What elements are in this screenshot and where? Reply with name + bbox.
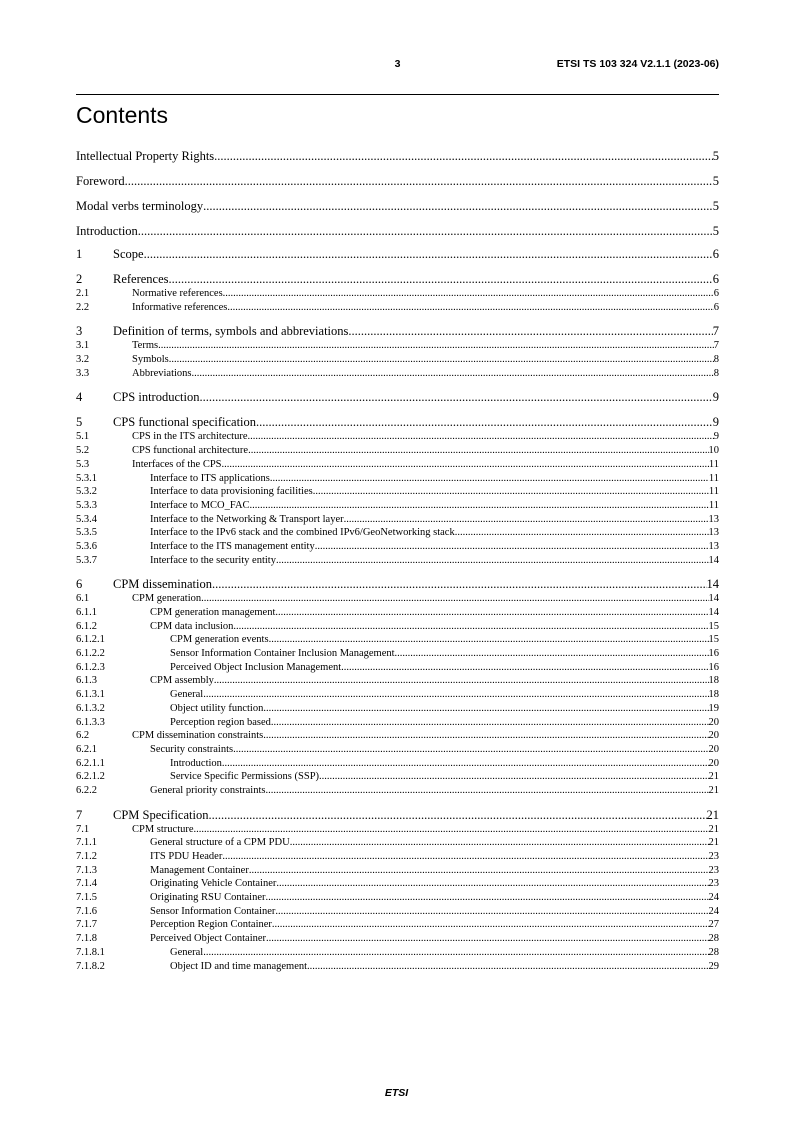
toc-entry-page: 27 xyxy=(708,919,719,931)
toc-entry-page: 16 xyxy=(708,661,719,673)
toc-entry[interactable] xyxy=(76,716,719,730)
toc-entry-number: 5.3.5 xyxy=(76,527,97,539)
toc-entry[interactable] xyxy=(76,458,719,472)
toc-entry[interactable] xyxy=(76,946,719,960)
toc-entry-page: 11 xyxy=(708,472,719,484)
toc-entry-number: 6.1.3.2 xyxy=(76,702,105,714)
toc-entry-title: CPM dissemination xyxy=(113,577,212,592)
toc-entry-number: 7.1 xyxy=(76,823,90,835)
toc-leader-dots xyxy=(263,729,708,743)
toc-entry-title: CPM generation management xyxy=(150,607,276,618)
toc-entry-number: 7.1.5 xyxy=(76,892,97,904)
toc-entry-title: CPS introduction xyxy=(113,390,200,405)
toc-entry-title: Perception Region Container xyxy=(150,919,272,931)
toc-entry-page: 14 xyxy=(708,593,719,605)
toc-entry-page: 20 xyxy=(708,730,719,742)
toc-entry-page: 6 xyxy=(712,247,719,261)
toc-entry-title: General priority constraints xyxy=(150,784,266,796)
toc-entry-page: 21 xyxy=(708,823,719,835)
toc-entry[interactable] xyxy=(76,287,719,301)
toc-entry[interactable] xyxy=(76,661,719,675)
toc-entry[interactable] xyxy=(76,633,719,647)
toc-entry-number: 5.2 xyxy=(76,445,90,457)
toc-entry-number: 7.1.7 xyxy=(76,919,97,931)
toc-leader-dots xyxy=(203,946,708,960)
toc-entry-title: Sensor Information Container xyxy=(150,905,276,917)
toc-entry[interactable] xyxy=(76,526,719,540)
toc-entry-title: Object utility function xyxy=(170,702,264,714)
toc-leader-dots xyxy=(265,784,708,798)
toc-entry-page: 14 xyxy=(708,554,719,566)
toc-leader-dots xyxy=(208,807,706,823)
toc-leader-dots xyxy=(201,592,708,606)
toc-entry-number: 6.2.1.1 xyxy=(76,757,105,769)
toc-leader-dots xyxy=(222,757,709,771)
toc-entry-page: 5 xyxy=(712,199,719,213)
toc-entry-number: 7.1.2 xyxy=(76,851,97,862)
toc-entry-title: Interface to ITS applications xyxy=(150,472,270,484)
toc-entry-number: 6.1.2 xyxy=(76,620,97,632)
page-footer: ETSI xyxy=(384,1087,409,1099)
toc-entry-number: 5.3.6 xyxy=(76,540,97,552)
header-rule xyxy=(76,94,719,95)
toc-entry-title: CPS functional specification xyxy=(113,415,257,430)
toc-leader-dots xyxy=(249,864,709,878)
toc-entry-page: 13 xyxy=(708,527,719,539)
toc-entry-number: 1 xyxy=(76,247,83,261)
toc-entry[interactable] xyxy=(76,592,719,606)
toc-entry-number: 7.1.1 xyxy=(76,837,97,849)
toc-entry-page: 5 xyxy=(712,149,719,163)
toc-entry-number: 6.1.3.3 xyxy=(76,716,105,728)
toc-entry-number: 5.3 xyxy=(76,458,90,470)
toc-entry-number: 5.3.1 xyxy=(76,472,97,484)
toc-entry-page: 7 xyxy=(712,324,719,339)
toc-entry-title: Interface to the IPv6 stack and the combined IPv6/GeoNetworking stack xyxy=(150,527,455,539)
toc-entry-page: 9 xyxy=(712,415,719,430)
toc-leader-dots xyxy=(158,339,714,353)
toc-entry[interactable] xyxy=(76,702,719,716)
toc-entry-page: 20 xyxy=(708,743,719,755)
toc-entry-title: Interface to the Networking & Transport layer xyxy=(150,513,344,525)
toc-leader-dots xyxy=(199,389,712,405)
toc-entry-number: 6.1 xyxy=(76,593,90,605)
toc-entry[interactable] xyxy=(76,301,719,315)
toc-leader-dots xyxy=(395,647,709,661)
toc-entry-title: Originating Vehicle Container xyxy=(150,878,277,890)
toc-entry-page: 23 xyxy=(708,851,719,862)
document-id: ETSI TS 103 324 V2.1.1 (2023-06) xyxy=(556,58,719,70)
toc-entry-title: Introduction xyxy=(170,757,222,769)
toc-leader-dots xyxy=(250,499,709,513)
toc-entry[interactable] xyxy=(76,784,719,798)
page-number: 3 xyxy=(394,58,401,70)
toc-entry[interactable] xyxy=(76,757,719,771)
toc-entry-page: 28 xyxy=(708,946,719,958)
toc-entry-page: 14 xyxy=(708,607,719,618)
toc-leader-dots xyxy=(455,526,709,540)
toc-entry[interactable] xyxy=(76,146,719,171)
toc-entry[interactable] xyxy=(76,807,719,823)
toc-entry-number: 4 xyxy=(76,390,83,405)
toc-entry-number: 6.1.3 xyxy=(76,675,97,687)
toc-entry-page: 11 xyxy=(708,499,719,511)
toc-entry-page: 9 xyxy=(712,390,719,405)
toc-entry-number: 5.1 xyxy=(76,431,90,443)
toc-entry-number: 6.2 xyxy=(76,730,90,742)
toc-leader-dots xyxy=(214,674,709,688)
toc-entry-number: 7.1.6 xyxy=(76,905,97,917)
toc-leader-dots xyxy=(233,743,708,757)
toc-leader-dots xyxy=(138,221,713,241)
toc-entry-page: 24 xyxy=(708,905,719,917)
toc-entry-title: Sensor Information Container Inclusion Management xyxy=(170,648,395,660)
toc-entry[interactable] xyxy=(76,485,719,499)
toc-leader-dots xyxy=(194,823,709,837)
toc-entry-title: CPM generation xyxy=(132,593,202,605)
toc-entry-title: General xyxy=(170,946,204,958)
toc-leader-dots xyxy=(290,836,709,850)
toc-leader-dots xyxy=(125,171,713,191)
toc-entry-number: 6.2.1.2 xyxy=(76,771,105,783)
toc-entry-title: Modal verbs terminology xyxy=(76,199,204,213)
toc-entry-title: Service Specific Permissions (SSP) xyxy=(170,771,320,783)
toc-entry[interactable] xyxy=(76,932,719,946)
toc-entry[interactable] xyxy=(76,499,719,513)
toc-entry-number: 7.1.3 xyxy=(76,864,97,876)
toc-entry-page: 14 xyxy=(706,577,719,592)
toc-entry-page: 5 xyxy=(712,224,719,238)
toc-entry-page: 11 xyxy=(708,458,719,470)
toc-entry-page: 6 xyxy=(713,301,719,313)
toc-entry-title: CPM Specification xyxy=(113,807,209,822)
toc-leader-dots xyxy=(169,353,714,367)
toc-entry[interactable] xyxy=(76,554,719,568)
toc-entry-page: 6 xyxy=(712,272,719,286)
toc-leader-dots xyxy=(214,146,713,166)
page-title: Contents xyxy=(76,102,169,128)
toc-entry-title: Intellectual Property Rights xyxy=(76,149,215,163)
toc-entry[interactable] xyxy=(76,472,719,486)
toc-entry[interactable] xyxy=(76,444,719,458)
toc-entry-number: 3.3 xyxy=(76,367,90,379)
toc-entry-number: 7.1.8.1 xyxy=(76,946,105,958)
toc-leader-dots xyxy=(269,633,709,647)
toc-entry-number: 2.2 xyxy=(76,301,90,313)
toc-entry-page: 18 xyxy=(708,689,719,701)
toc-entry[interactable] xyxy=(76,823,719,837)
toc-entry-title: Interface to the ITS management entity xyxy=(150,540,315,552)
toc-entry[interactable] xyxy=(76,729,719,743)
table-of-contents xyxy=(76,146,719,973)
toc-entry-page: 21 xyxy=(708,771,719,783)
toc-entry-title: Terms xyxy=(132,340,159,352)
toc-entry-page: 20 xyxy=(708,716,719,728)
toc-leader-dots xyxy=(223,287,714,301)
toc-leader-dots xyxy=(266,891,709,905)
toc-entry[interactable] xyxy=(76,367,719,381)
toc-entry[interactable] xyxy=(76,196,719,221)
toc-entry-number: 6.1.2.2 xyxy=(76,648,105,660)
toc-entry-title: Security constraints xyxy=(150,743,234,755)
toc-entry[interactable] xyxy=(76,770,719,784)
toc-entry-number: 2 xyxy=(76,272,83,286)
toc-leader-dots xyxy=(263,702,708,716)
toc-entry-number: 6.1.1 xyxy=(76,607,97,618)
toc-entry-title: Object ID and time management xyxy=(170,960,308,972)
toc-leader-dots xyxy=(266,932,708,946)
toc-entry[interactable] xyxy=(76,674,719,688)
toc-entry-page: 18 xyxy=(708,675,719,687)
toc-entry[interactable] xyxy=(76,606,719,620)
toc-entry-page: 23 xyxy=(708,864,719,876)
toc-entry-title: Perceived Object Inclusion Management xyxy=(170,661,342,673)
toc-entry[interactable] xyxy=(76,540,719,554)
toc-leader-dots xyxy=(307,960,708,974)
toc-entry-number: 6.1.2.3 xyxy=(76,661,105,673)
toc-entry[interactable] xyxy=(76,850,719,864)
toc-entry[interactable] xyxy=(76,271,719,287)
toc-leader-dots xyxy=(203,196,713,216)
toc-entry[interactable] xyxy=(76,171,719,196)
toc-entry[interactable] xyxy=(76,743,719,757)
toc-entry-page: 15 xyxy=(708,620,719,632)
toc-entry-number: 7.1.8.2 xyxy=(76,960,105,972)
toc-entry-title: Originating RSU Container xyxy=(150,892,266,904)
toc-leader-dots xyxy=(341,661,708,675)
toc-leader-dots xyxy=(276,554,709,568)
toc-entry-title: Interface to MCO_FAC xyxy=(150,499,250,511)
toc-entry-page: 15 xyxy=(708,634,719,646)
toc-entry-title: Management Container xyxy=(150,864,249,876)
toc-entry[interactable] xyxy=(76,513,719,527)
toc-entry-number: 7.1.4 xyxy=(76,878,97,890)
toc-entry-page: 23 xyxy=(708,878,719,890)
toc-entry-number: 3.2 xyxy=(76,354,90,366)
toc-entry-number: 7 xyxy=(76,807,83,822)
toc-entry-title: Perception region based xyxy=(170,716,271,728)
toc-entry-page: 16 xyxy=(708,648,719,660)
toc-entry-page: 10 xyxy=(708,445,719,457)
toc-entry-title: CPM dissemination constraints xyxy=(132,730,264,742)
toc-entry-title: CPM generation events xyxy=(170,634,269,646)
toc-entry-title: Scope xyxy=(113,247,144,261)
toc-entry[interactable] xyxy=(76,246,719,262)
toc-entry-number: 5.3.2 xyxy=(76,486,97,498)
toc-leader-dots xyxy=(319,770,708,784)
toc-entry-title: CPM assembly xyxy=(150,675,214,687)
toc-entry[interactable] xyxy=(76,836,719,850)
toc-entry[interactable] xyxy=(76,647,719,661)
toc-entry-title: Definition of terms, symbols and abbreviations xyxy=(113,324,349,339)
toc-entry-page: 8 xyxy=(713,354,719,366)
toc-leader-dots xyxy=(344,513,709,527)
toc-entry-page: 13 xyxy=(708,540,719,552)
toc-leader-dots xyxy=(233,620,708,634)
toc-leader-dots xyxy=(275,606,708,620)
toc-entry-title: Informative references xyxy=(132,301,228,313)
toc-entry-number: 5.3.3 xyxy=(76,499,97,511)
toc-leader-dots xyxy=(247,430,713,444)
toc-leader-dots xyxy=(144,246,713,262)
toc-entry[interactable] xyxy=(76,430,719,444)
toc-entry-title: CPM data inclusion xyxy=(150,620,234,632)
toc-leader-dots xyxy=(348,323,712,339)
toc-entry[interactable] xyxy=(76,389,719,405)
toc-entry-title: Interface to the security entity xyxy=(150,554,276,566)
toc-entry[interactable] xyxy=(76,864,719,878)
toc-entry-title: Perceived Object Container xyxy=(150,933,267,945)
toc-leader-dots xyxy=(271,716,709,730)
toc-entry-page: 28 xyxy=(708,933,719,945)
toc-entry-number: 3.1 xyxy=(76,340,90,352)
toc-entry-page: 9 xyxy=(713,431,719,443)
toc-entry[interactable] xyxy=(76,960,719,974)
toc-entry[interactable] xyxy=(76,414,719,430)
toc-leader-dots xyxy=(272,918,709,932)
page-header xyxy=(76,58,719,72)
toc-entry-page: 19 xyxy=(708,702,719,714)
toc-entry-title: Abbreviations xyxy=(132,367,192,379)
toc-entry-title: Introduction xyxy=(76,224,138,238)
toc-entry-page: 20 xyxy=(708,757,719,769)
toc-entry-page: 21 xyxy=(708,784,719,796)
toc-entry-number: 6.1.2.1 xyxy=(76,634,105,646)
toc-leader-dots xyxy=(315,540,709,554)
toc-entry-title: CPS functional architecture xyxy=(132,445,249,457)
toc-entry-title: References xyxy=(113,272,169,286)
toc-entry-number: 5.3.4 xyxy=(76,513,97,525)
toc-entry-page: 29 xyxy=(708,960,719,972)
toc-entry-number: 6.2.1 xyxy=(76,743,97,755)
toc-entry-page: 7 xyxy=(713,340,719,352)
toc-entry-number: 7.1.8 xyxy=(76,933,97,945)
toc-leader-dots xyxy=(212,576,707,592)
toc-leader-dots xyxy=(227,301,713,315)
toc-leader-dots xyxy=(222,850,708,864)
toc-entry[interactable] xyxy=(76,339,719,353)
toc-entry[interactable] xyxy=(76,877,719,891)
toc-entry[interactable] xyxy=(76,905,719,919)
toc-entry-title: Symbols xyxy=(132,354,169,366)
toc-entry-page: 5 xyxy=(712,174,719,188)
toc-leader-dots xyxy=(248,444,708,458)
toc-leader-dots xyxy=(222,458,709,472)
toc-entry-page: 13 xyxy=(708,513,719,525)
toc-entry[interactable] xyxy=(76,918,719,932)
toc-entry-number: 6.2.2 xyxy=(76,784,97,796)
toc-entry-number: 2.1 xyxy=(76,288,90,299)
toc-leader-dots xyxy=(275,905,708,919)
toc-entry-number: 3 xyxy=(76,324,83,339)
toc-entry-title: General structure of a CPM PDU xyxy=(150,837,290,849)
toc-entry[interactable] xyxy=(76,323,719,339)
toc-entry-page: 11 xyxy=(708,486,719,498)
toc-entry-number: 6 xyxy=(76,577,83,592)
toc-leader-dots xyxy=(192,367,714,381)
toc-entry-title: Foreword xyxy=(76,174,125,188)
toc-entry[interactable] xyxy=(76,688,719,702)
toc-entry-title: CPM structure xyxy=(132,823,194,835)
toc-entry-title: CPS in the ITS architecture xyxy=(132,431,248,443)
toc-entry[interactable] xyxy=(76,620,719,634)
toc-entry-page: 8 xyxy=(713,367,719,379)
toc-entry-title: Interface to data provisioning facilities xyxy=(150,486,313,498)
toc-leader-dots xyxy=(270,472,709,486)
toc-entry-number: 6.1.3.1 xyxy=(76,689,105,701)
toc-entry[interactable] xyxy=(76,221,719,246)
toc-entry-title: General xyxy=(170,689,204,701)
toc-entry-number: 5.3.7 xyxy=(76,554,97,566)
toc-entry-page: 6 xyxy=(713,288,719,299)
toc-entry-page: 21 xyxy=(708,837,719,849)
toc-leader-dots xyxy=(169,271,713,287)
toc-entry-page: 24 xyxy=(708,892,719,904)
toc-leader-dots xyxy=(203,688,708,702)
toc-entry[interactable] xyxy=(76,576,719,592)
toc-entry-title: ITS PDU Header xyxy=(150,851,223,862)
toc-entry-number: 5 xyxy=(76,415,83,430)
toc-leader-dots xyxy=(276,877,708,891)
toc-leader-dots xyxy=(313,485,709,499)
toc-entry[interactable] xyxy=(76,353,719,367)
toc-entry-title: Normative references xyxy=(132,288,223,299)
toc-leader-dots xyxy=(256,414,713,430)
toc-entry-title: Interfaces of the CPS xyxy=(132,458,222,470)
toc-entry[interactable] xyxy=(76,891,719,905)
toc-entry-page: 21 xyxy=(706,807,719,822)
